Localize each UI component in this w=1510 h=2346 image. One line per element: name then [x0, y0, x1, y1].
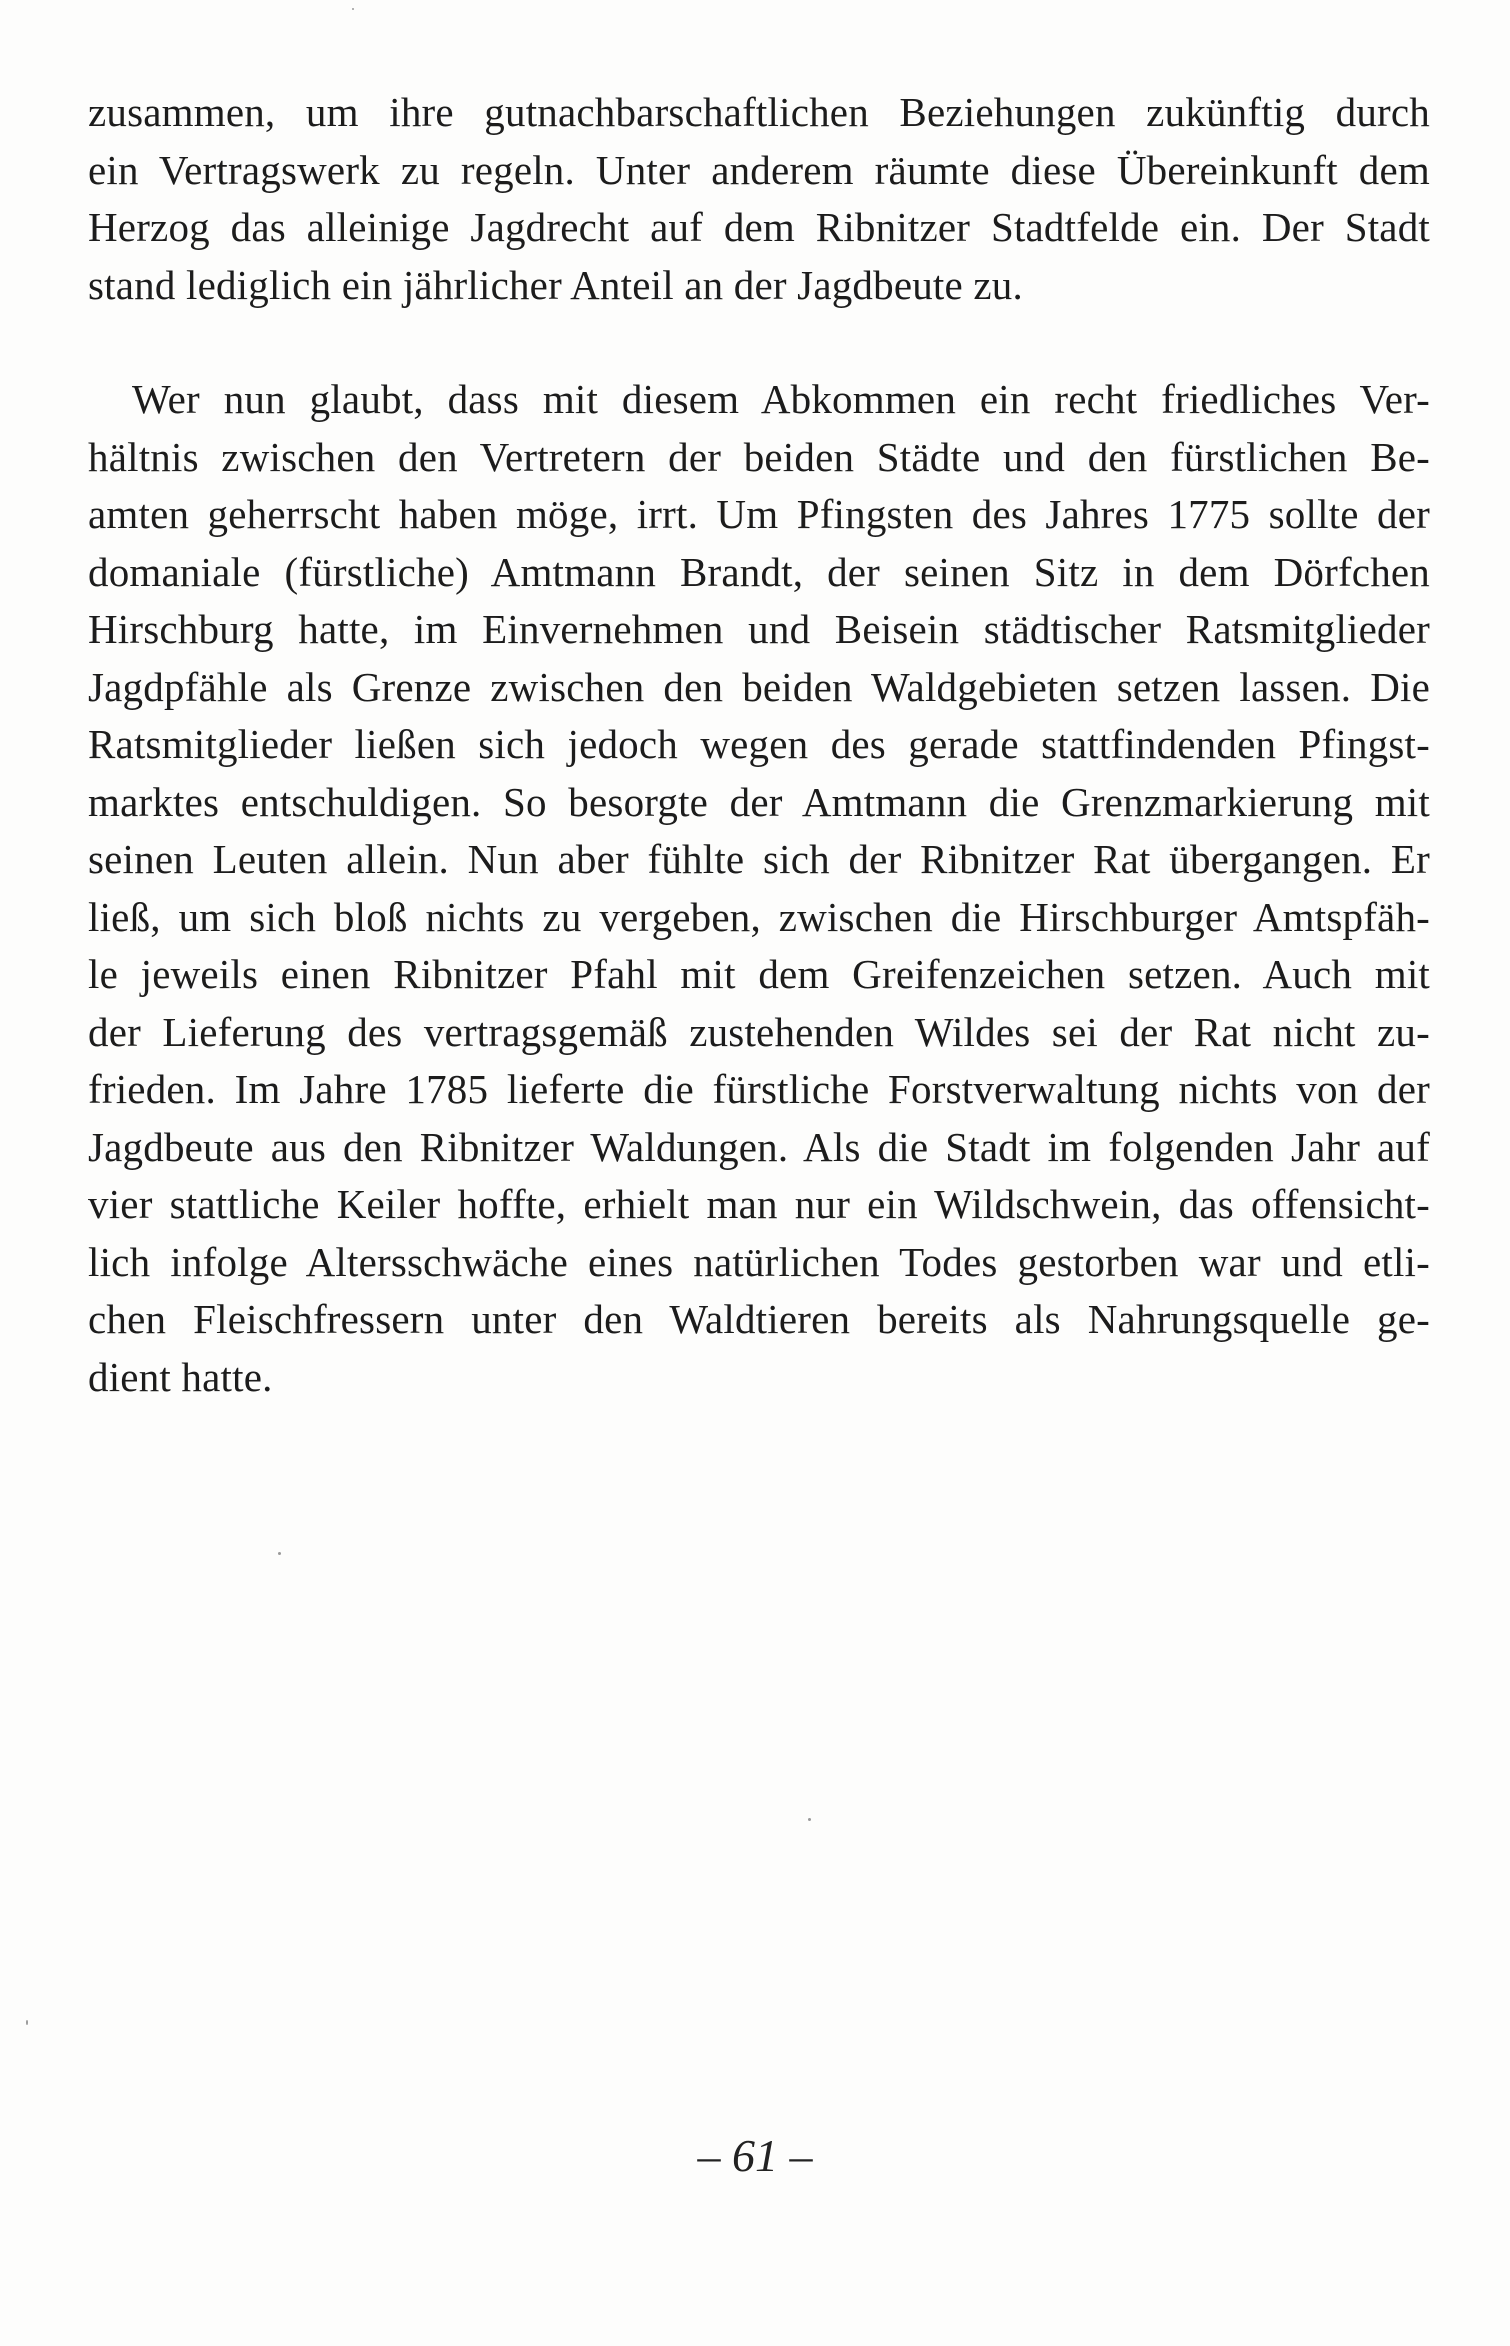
- text-line: der Lieferung des vertragsgemäß zustehenden Wildes sei der Rat nicht zu-: [88, 1008, 1430, 1055]
- text-line: ein Vertragswerk zu regeln. Unter anderem räumte diese Übereinkunft dem: [88, 146, 1430, 193]
- text-line: hältnis zwischen den Vertretern der beiden Städte und den fürstlichen Be-: [88, 433, 1430, 480]
- scan-speck: [26, 2020, 28, 2025]
- text-line: le jeweils einen Ribnitzer Pfahl mit dem Greifenzeichen setzen. Auch mit: [88, 951, 1430, 997]
- body-text: [88, 84, 1430, 1406]
- text-line: Hirschburg hatte, im Einvernehmen und Beisein städtischer Ratsmitglieder: [88, 606, 1430, 652]
- text-line: Jagdpfähle als Grenze zwischen den beiden Waldgebieten setzen lassen. Die: [88, 663, 1430, 710]
- text-line: stand lediglich ein jährlicher Anteil an der Jagdbeute zu.: [88, 261, 1023, 308]
- scan-speck: [352, 8, 354, 10]
- text-line: seinen Leuten allein. Nun aber fühlte sich der Ribnitzer Rat übergangen. Er: [88, 836, 1430, 882]
- paragraph-2: [88, 371, 1430, 1406]
- scan-speck: [278, 1552, 281, 1555]
- text-line: frieden. Im Jahre 1785 lieferte die fürstliche Forstverwaltung nichts von der: [88, 1066, 1430, 1112]
- text-line: chen Fleischfressern unter den Waldtieren bereits als Nahrungsquelle ge-: [88, 1296, 1430, 1342]
- text-line: Jagdbeute aus den Ribnitzer Waldungen. Als die Stadt im folgenden Jahr auf: [88, 1123, 1430, 1170]
- text-line: domaniale (fürstliche) Amtmann Brandt, der seinen Sitz in dem Dörfchen: [88, 548, 1430, 595]
- text-line: dient hatte.: [88, 1353, 273, 1400]
- text-line: vier stattliche Keiler hoffte, erhielt man nur ein Wildschwein, das offensicht-: [88, 1181, 1430, 1227]
- page-number: – 61 –: [697, 2130, 813, 2181]
- paragraph-1: [88, 84, 1430, 314]
- text-line: Wer nun glaubt, dass mit diesem Abkommen ein recht friedliches Ver-: [132, 376, 1430, 422]
- text-line: marktes entschuldigen. So besorgte der Amtmann die Grenzmarkierung mit: [88, 778, 1430, 825]
- scan-speck: [808, 1818, 811, 1821]
- text-line: amten geherrscht haben möge, irrt. Um Pfingsten des Jahres 1775 sollte der: [88, 491, 1430, 537]
- text-line: Ratsmitglieder ließen sich jedoch wegen des gerade stattfindenden Pfingst-: [88, 721, 1430, 767]
- text-line: zusammen, um ihre gutnachbarschaftlichen Beziehungen zukünftig durch: [88, 89, 1430, 135]
- text-line: lich infolge Altersschwäche eines natürlichen Todes gestorben war und etli-: [88, 1238, 1430, 1285]
- text-line: ließ, um sich bloß nichts zu vergeben, zwischen die Hirschburger Amtspfäh-: [88, 893, 1430, 940]
- text-line: Herzog das alleinige Jagdrecht auf dem Ribnitzer Stadtfelde ein. Der Stadt: [88, 204, 1430, 250]
